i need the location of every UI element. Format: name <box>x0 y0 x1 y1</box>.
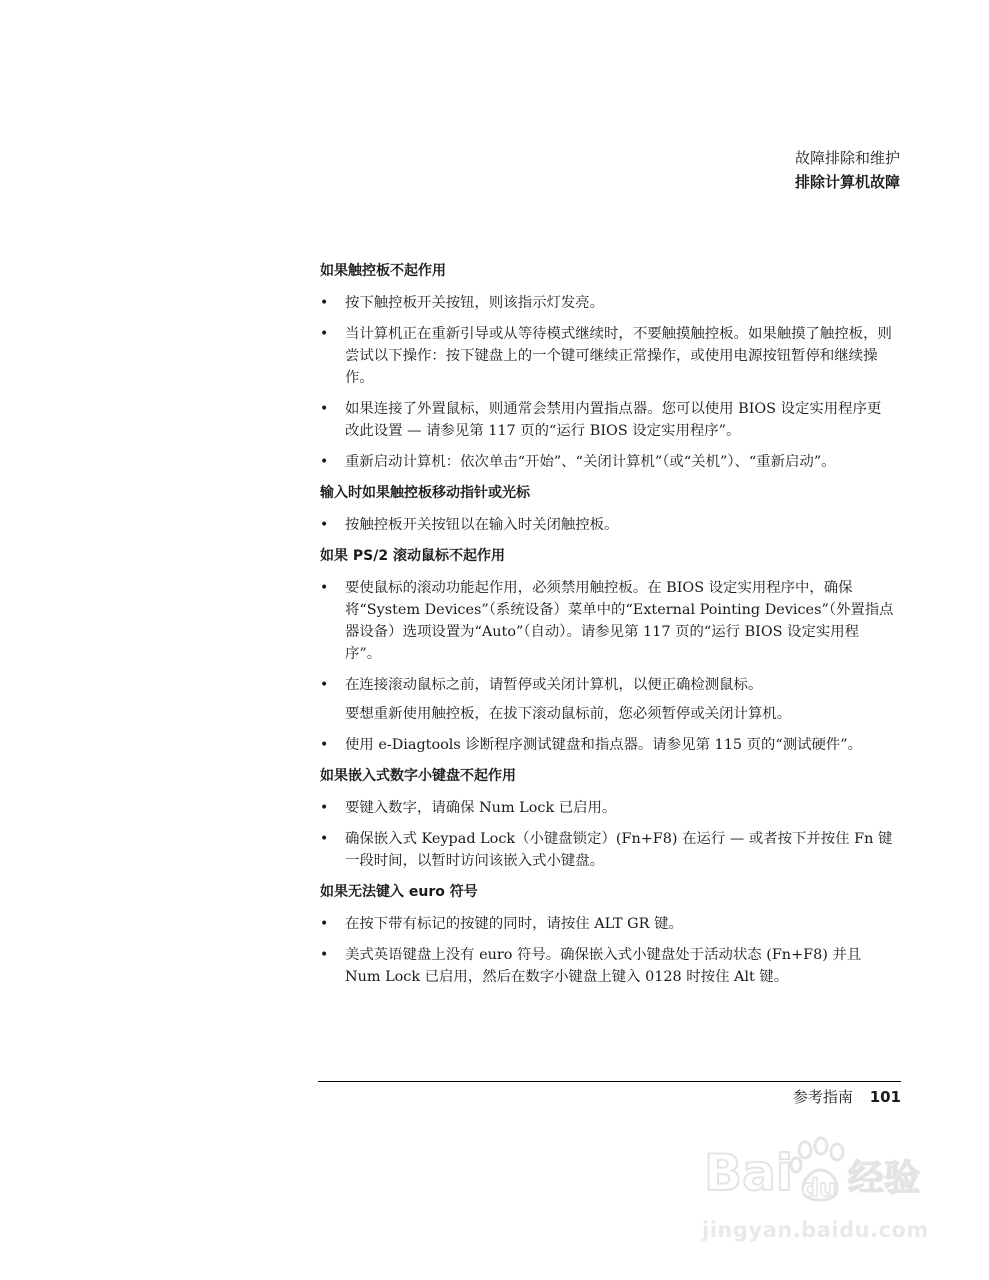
list-item: • 要键入数字，请确保 Num Lock 已启用。 <box>320 797 894 819</box>
heading-keypad-not-working: 如果嵌入式数字小键盘不起作用 <box>320 768 516 784</box>
list-item: • 要使鼠标的滚动功能起作用，必须禁用触控板。在 BIOS 设定实用程序中，确保将“System Devices”（系统设备）菜单中的“External Pointing Devices”（外置指点器设备）选项设置为“Auto”（自动）。请参见第 117 页的“运行 BIOS 设定实用程序”。 <box>320 577 894 665</box>
list-item: • 重新启动计算机：依次单击“开始”、“关闭计算机”（或“关机”）、“重新启动”。 <box>320 451 894 473</box>
list-item: • 如果连接了外置鼠标，则通常会禁用内置指点器。您可以使用 BIOS 设定实用程序更改此设置 — 请参见第 117 页的“运行 BIOS 设定实用程序”。 <box>320 398 894 442</box>
bullet-icon: • <box>320 677 329 693</box>
running-header <box>795 146 900 194</box>
list-item: • 在按下带有标记的按键的同时，请按住 ALT GR 键。 <box>320 913 894 935</box>
page-body <box>320 260 894 997</box>
list-item: • 在连接滚动鼠标之前，请暂停或关闭计算机，以便正确检测鼠标。 <box>320 674 894 696</box>
section-title: 排除计算机故障 <box>794 173 900 191</box>
list-touchpad-not-working <box>320 292 894 473</box>
list-ps2-mouse-not-working-cont <box>320 734 894 756</box>
bullet-icon: • <box>320 831 329 847</box>
heading-euro-symbol: 如果无法键入 euro 符号 <box>320 884 478 900</box>
bullet-icon: • <box>320 737 329 753</box>
chapter-title: 故障排除和维护 <box>794 149 900 167</box>
list-euro-symbol <box>320 913 894 988</box>
footer-divider <box>318 1081 901 1082</box>
list-touchpad-moves-cursor <box>320 514 894 536</box>
heading-touchpad-moves-cursor: 输入时如果触控板移动指针或光标 <box>320 485 530 501</box>
list-item: • 使用 e-Diagtools 诊断程序测试键盘和指点器。请参见第 115 页的“测试硬件”。 <box>320 734 894 756</box>
svg-text:Bai: Bai <box>704 1144 793 1202</box>
bullet-icon: • <box>320 800 329 816</box>
bullet-icon: • <box>320 947 329 963</box>
list-item: • 确保嵌入式 Keypad Lock（小键盘锁定）(Fn+F8) 在运行 — 或者按下并按住 Fn 键一段时间，以暂时访问该嵌入式小键盘。 <box>320 828 894 872</box>
bullet-icon: • <box>320 916 329 932</box>
list-ps2-mouse-not-working <box>320 577 894 696</box>
page-footer <box>793 1086 901 1108</box>
baidu-jingyan-watermark <box>700 1132 950 1252</box>
list-item: • 按下触控板开关按钮，则该指示灯发亮。 <box>320 292 894 314</box>
baidu-logo-icon <box>700 1132 940 1216</box>
heading-touchpad-not-working: 如果触控板不起作用 <box>320 263 446 279</box>
bullet-icon: • <box>320 517 329 533</box>
note-reenable-touchpad: 要想重新使用触控板，在拔下滚动鼠标前，您必须暂停或关闭计算机。 <box>345 706 792 722</box>
list-item: • 当计算机正在重新引导或从等待模式继续时，不要触摸触控板。如果触摸了触控板，则尝试以下操作：按下键盘上的一个键可继续正常操作，或使用电源按钮暂停和继续操作。 <box>320 323 894 389</box>
bullet-icon: • <box>320 326 329 342</box>
page-number: 101 <box>869 1088 901 1106</box>
bullet-icon: • <box>320 580 329 596</box>
list-keypad-not-working <box>320 797 894 872</box>
bullet-icon: • <box>320 454 329 470</box>
list-item: • 按触控板开关按钮以在输入时关闭触控板。 <box>320 514 894 536</box>
guide-name: 参考指南 <box>792 1088 853 1106</box>
heading-ps2-mouse-not-working: 如果 PS/2 滚动鼠标不起作用 <box>320 548 505 564</box>
svg-text:du: du <box>802 1174 837 1202</box>
bullet-icon: • <box>320 401 329 417</box>
watermark-url: jingyan.baidu.com <box>702 1218 929 1242</box>
bullet-icon: • <box>320 295 329 311</box>
svg-text:经验: 经验 <box>848 1158 921 1199</box>
list-item: • 美式英语键盘上没有 euro 符号。确保嵌入式小键盘处于活动状态 (Fn+F8) 并且 Num Lock 已启用，然后在数字小键盘上键入 0128 时按住 Alt 键。 <box>320 944 894 988</box>
